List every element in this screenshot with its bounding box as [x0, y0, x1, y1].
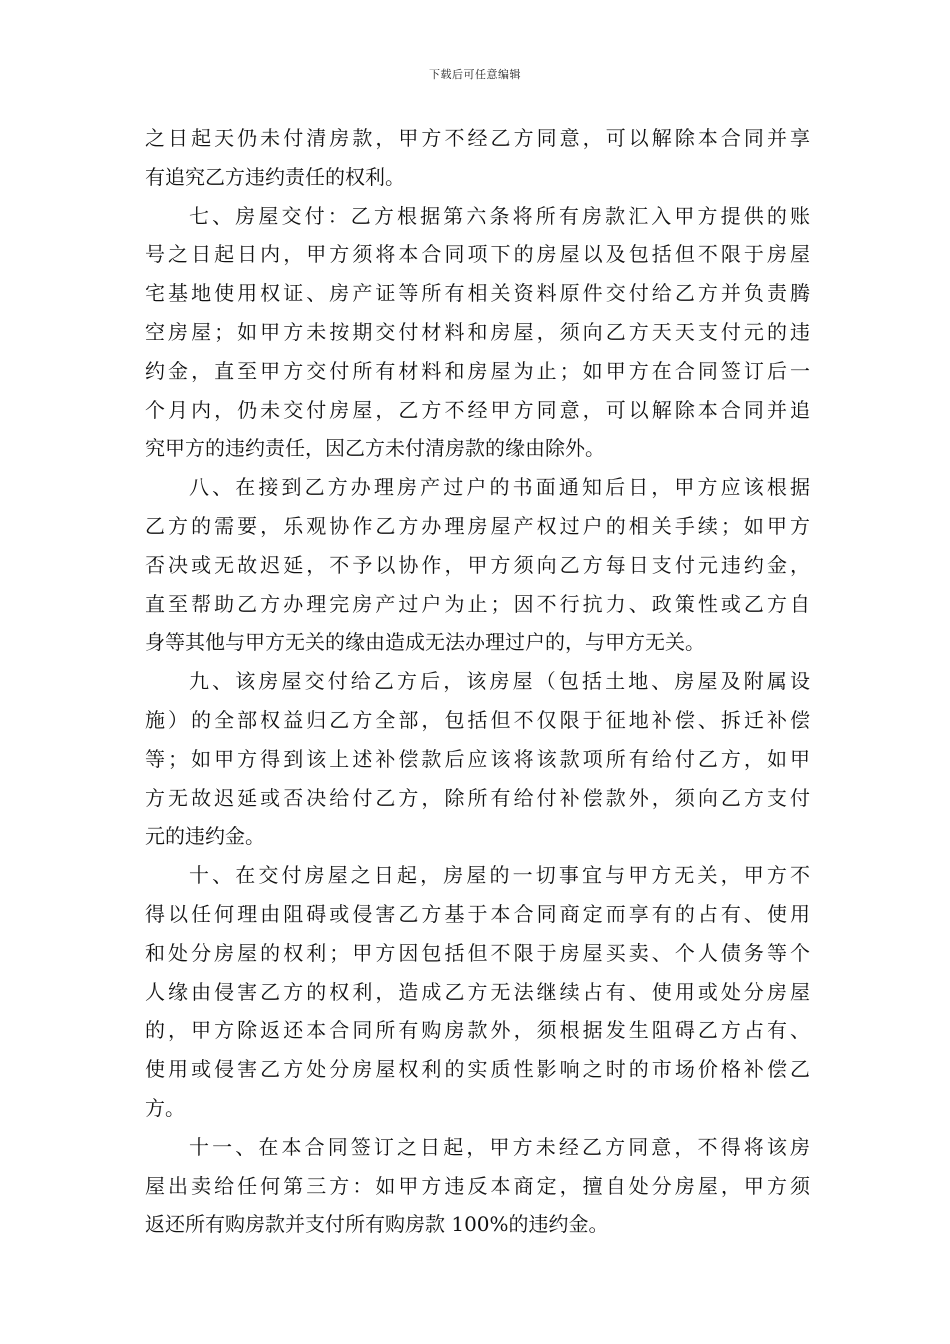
text-line: 号之日起日内，甲方须将本合同项下的房屋以及包括但不限于房屋	[145, 242, 810, 267]
text-line: 否决或无故迟延，不予以协作，甲方须向乙方每日支付元违约金，	[145, 552, 810, 577]
text-line: 直至帮助乙方办理完房产过户为止；因不行抗力、政策性或乙方自	[145, 591, 810, 616]
text-line: 十、在交付房屋之日起，房屋的一切事宜与甲方无关，甲方不	[189, 863, 810, 888]
text-line: 八、在接到乙方办理房产过户的书面通知后日，甲方应该根据	[189, 475, 810, 500]
text-line: 约金，直至甲方交付所有材料和房屋为止；如甲方在合同签订后一	[145, 358, 810, 383]
paragraph-7-house-delivery	[145, 197, 810, 469]
text-line: 十一、在本合同签订之日起，甲方未经乙方同意，不得将该房	[189, 1134, 810, 1159]
text-line: 屋出卖给任何第三方：如甲方违反本商定，擅自处分房屋，甲方须	[145, 1173, 810, 1198]
paragraph-11-resale	[145, 1128, 810, 1244]
text-line: 方无故迟延或否决给付乙方，除所有给付补偿款外，须向乙方支付	[145, 785, 810, 810]
text-line: 究甲方的违约责任，因乙方未付清房款的缘由除外。	[145, 436, 605, 461]
text-line: 方。	[145, 1095, 185, 1120]
text-line: 有追究乙方违约责任的权利。	[145, 164, 405, 189]
paragraph-9-rights	[145, 662, 810, 856]
text-line: 和处分房屋的权利；甲方因包括但不限于房屋买卖、个人债务等个	[145, 940, 810, 965]
paragraph-10-matters	[145, 856, 810, 1128]
text-line: 返还所有购房款并支付所有购房款 100%的违约金。	[145, 1212, 609, 1237]
text-line: 等；如甲方得到该上述补偿款后应该将该款项所有给付乙方，如甲	[145, 746, 810, 771]
text-line: 七、房屋交付：乙方根据第六条将所有房款汇入甲方提供的账	[189, 203, 810, 228]
text-line: 乙方的需要，乐观协作乙方办理房屋产权过户的相关手续；如甲方	[145, 513, 810, 538]
text-line: 之日起天仍未付清房款，甲方不经乙方同意，可以解除本合同并享	[145, 126, 810, 150]
text-line: 九、该房屋交付给乙方后，该房屋（包括土地、房屋及附属设	[189, 669, 810, 694]
text-line: 人缘由侵害乙方的权利，造成乙方无法继续占有、使用或处分房屋	[145, 979, 810, 1004]
paragraph-8-transfer	[145, 468, 810, 662]
text-line: 的，甲方除返还本合同所有购房款外，须根据发生阻碍乙方占有、	[145, 1018, 810, 1043]
text-line: 身等其他与甲方无关的缘由造成无法办理过户的，与甲方无关。	[145, 630, 705, 655]
page-header: 下载后可任意编辑	[429, 68, 521, 81]
text-line: 得以任何理由阻碍或侵害乙方基于本合同商定而享有的占有、使用	[145, 901, 810, 926]
text-line: 个月内，仍未交付房屋，乙方不经甲方同意，可以解除本合同并追	[145, 397, 810, 422]
document-body	[145, 119, 810, 1244]
text-line: 宅基地使用权证、房产证等所有相关资料原件交付给乙方并负责腾	[145, 281, 810, 306]
paragraph	[145, 119, 810, 197]
text-line: 施）的全部权益归乙方全部，包括但不仅限于征地补偿、拆迁补偿	[145, 707, 810, 732]
text-line: 元的违约金。	[145, 824, 265, 849]
text-line: 空房屋；如甲方未按期交付材料和房屋，须向乙方天天支付元的违	[145, 319, 810, 344]
text-line: 使用或侵害乙方处分房屋权利的实质性影响之时的市场价格补偿乙	[145, 1057, 810, 1082]
